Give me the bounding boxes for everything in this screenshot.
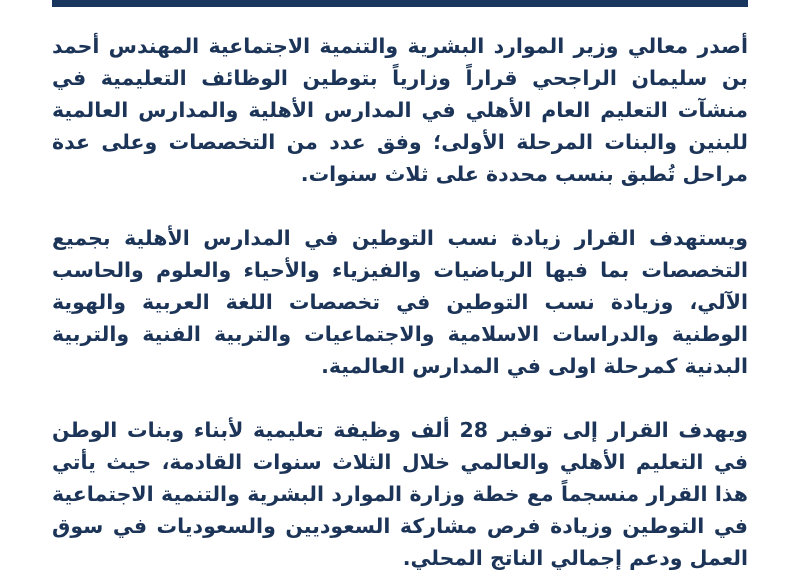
article-body [52, 30, 748, 574]
header-accent-bar [52, 0, 748, 7]
article-paragraph-3: ويهدف القرار إلى توفير 28 ألف وظيفة تعليمية لأبناء وبنات الوطن في التعليم الأهلي والعالمي خلال الثلاث سنوات القادمة، حيث يأتي هذا القرار منسجماً مع خطة وزارة الموارد البشرية والتنمية الاجتماعية في التوطين وزيادة فرص مشاركة السعوديين والسعوديات في سوق العمل ودعم إجمالي الناتج المحلي. [52, 418, 749, 570]
article-paragraph-1: أصدر معالي وزير الموارد البشرية والتنمية الاجتماعية المهندس أحمد بن سليمان الراجحي قراراً وزارياً بتوطين الوظائف التعليمية في منشآت التعليم العام الأهلي في المدارس الأهلية والمدارس العالمية للبنين والبنات المرحلة الأولى؛ وفق عدد من التخصصات وعلى عدة مراحل تُطبق بنسب محددة على ثلاث سنوات. [52, 34, 748, 186]
article-paragraph-2: ويستهدف القرار زيادة نسب التوطين في المدارس الأهلية بجميع التخصصات بما فيها الرياضيات والفيزياء والأحياء والعلوم والحاسب الآلي، وزيادة نسب التوطين في تخصصات اللغة العربية والهوية الوطنية والدراسات الاسلامية والاجتماعيات والتربية الفنية والتربية البدنية كمرحلة اولى في المدارس العالمية. [52, 226, 748, 378]
